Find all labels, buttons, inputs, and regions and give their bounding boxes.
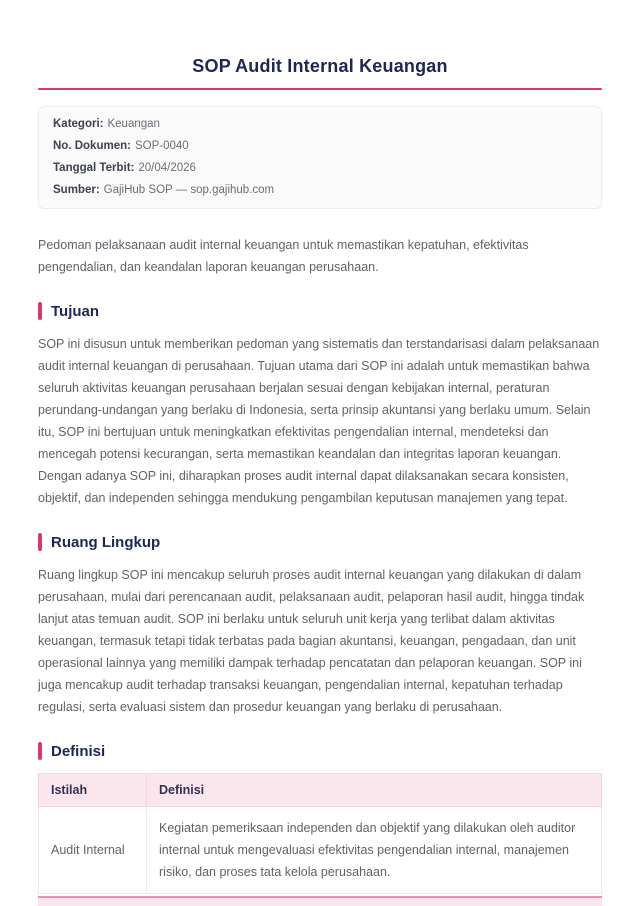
title-underline-rule [38,88,602,90]
section-title: Definisi [51,742,106,760]
meta-value: Keuangan [107,118,160,130]
section-accent-bar [38,742,42,760]
meta-label: Sumber: [53,184,100,196]
definition-cell: Kegiatan pemeriksaan independen dan objektif yang dilakukan oleh auditor internal untuk mengevaluasi efektivitas pengendalian internal, manajemen risiko, dan proses tata kelola perusahaan. [147,807,602,894]
meta-line-sumber [53,179,587,201]
document-meta-box [38,106,602,209]
meta-label: Tanggal Terbit: [53,162,135,174]
next-table-header-cutoff [38,896,602,906]
table-row [39,807,602,894]
ruang-lingkup-paragraph: Ruang lingkup SOP ini mencakup seluruh proses audit internal keuangan yang dilakukan di dalam perusahaan, mulai dari perencanaan audit, pelaksanaan audit, pelaporan hasil audit, hingga tindak lanjut atas temuan audit. SOP ini berlaku untuk seluruh unit kerja yang terlibat dalam aktivitas keuangan, termasuk tetapi tidak terbatas pada bagian akuntansi, keuangan, pengadaan, dan unit operasional lainnya yang memiliki dampak terhadap pencatatan dan pelaporan keuangan. SOP ini juga mencakup audit terhadap transaksi keuangan, pengendalian internal, kepatuhan terhadap regulasi, serta evaluasi sistem dan prosedur keuangan yang berlaku di perusahaan. [38,568,585,714]
section-accent-bar [38,302,42,320]
column-header-istilah: Istilah [39,774,147,807]
page-title: SOP Audit Internal Keuangan [192,56,448,76]
meta-label: No. Dokumen: [53,140,131,152]
column-header-definisi: Definisi [147,774,602,807]
meta-value: 20/04/2026 [138,162,196,174]
section-heading-ruang-lingkup [38,533,602,551]
section-heading-definisi [38,742,602,760]
section-accent-bar [38,533,42,551]
section-title: Tujuan [51,302,100,320]
section-title: Ruang Lingkup [51,533,161,551]
term-cell: Audit Internal [39,807,147,894]
meta-line-tanggal-terbit [53,157,587,179]
meta-line-no-dokumen [53,135,587,157]
definitions-table-header-row [39,774,602,807]
definitions-table [38,773,602,894]
intro-paragraph: Pedoman pelaksanaan audit internal keuangan untuk memastikan kepatuhan, efektivitas pengendalian, dan keandalan laporan keuangan perusahaan. [38,238,529,274]
section-heading-tujuan [38,302,602,320]
tujuan-paragraph: SOP ini disusun untuk memberikan pedoman yang sistematis dan terstandarisasi dalam pelaksanaan audit internal keuangan di perusahaan. Tujuan utama dari SOP ini adalah untuk memastikan bahwa seluruh aktivitas keuangan perusahaan berjalan sesuai dengan kebijakan internal, peraturan perundang-undangan yang berlaku di Indonesia, serta prinsip akuntansi yang berlaku umum. Selain itu, SOP ini bertujuan untuk meningkatkan efektivitas pengendalian internal, mendeteksi dan mencegah potensi kecurangan, serta memastikan keandalan dan integritas laporan keuangan. Dengan adanya SOP ini, diharapkan proses audit internal dapat dilaksanakan secara konsisten, objektif, dan independen sehingga mendukung pengambilan keputusan manajemen yang tepat. [38,337,600,505]
meta-value: GajiHub SOP — sop.gajihub.com [103,184,275,196]
meta-label: Kategori: [53,118,104,130]
meta-line-kategori [53,113,587,135]
meta-value: SOP-0040 [134,140,189,152]
